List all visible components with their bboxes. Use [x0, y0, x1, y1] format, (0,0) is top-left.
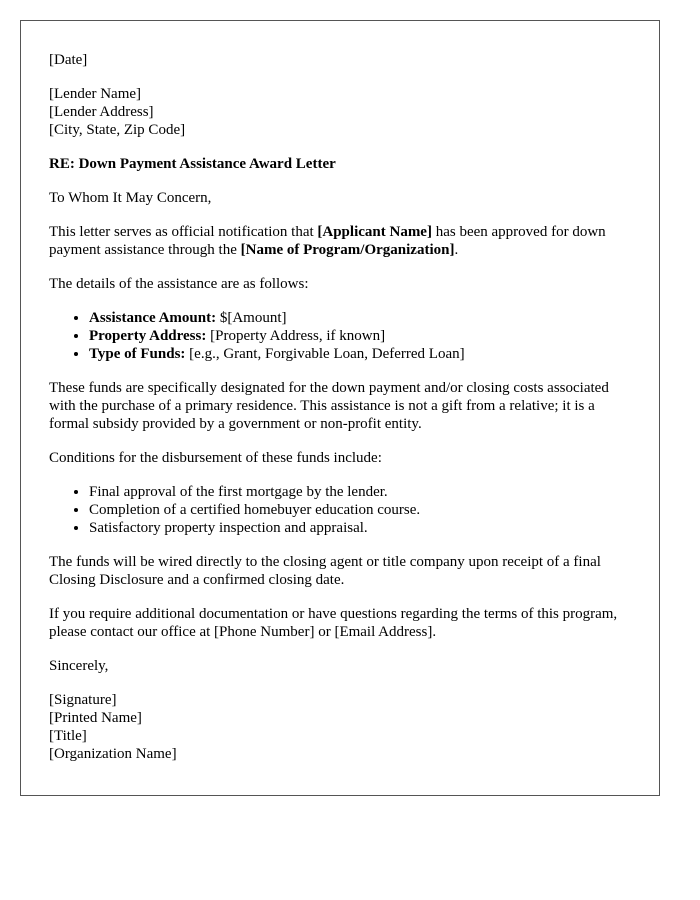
- intro-text-2: has been approved for down payment assistance through the: [49, 224, 606, 258]
- conditions-item: • Satisfactory property inspection and appraisal.: [89, 519, 631, 537]
- purpose-paragraph: These funds are specifically designated for the down payment and/or closing costs associated with the purchase of a primary residence. This assistance is not a gift from a relative; it is a formal subsidy provided by a government or non-profit entity.: [49, 380, 609, 432]
- signature: [Signature]: [49, 692, 117, 708]
- salutation: To Whom It May Concern,: [49, 190, 212, 206]
- wire-paragraph: The funds will be wired directly to the closing agent or title company upon receipt of a final Closing Disclosure and a confirmed closing date.: [49, 554, 601, 588]
- intro-text-3: .: [454, 242, 459, 258]
- details-item-amount: [89, 309, 631, 327]
- conditions-item: • Final approval of the first mortgage by the lender.: [89, 483, 631, 501]
- details-item-property: [89, 327, 631, 345]
- conditions-intro: Conditions for the disbursement of these funds include:: [49, 450, 382, 466]
- details-value: $[Amount]: [216, 310, 287, 326]
- details-label: Assistance Amount:: [89, 310, 217, 326]
- organization-name: [Organization Name]: [49, 746, 177, 762]
- conditions-item: • Completion of a certified homebuyer education course.: [89, 501, 631, 519]
- lender-city-state-zip: [City, State, Zip Code]: [49, 122, 186, 138]
- award-letter: [20, 20, 660, 796]
- subject-text: RE: Down Payment Assistance Award Letter: [49, 156, 336, 172]
- details-label: Type of Funds:: [89, 346, 186, 362]
- closing: Sincerely,: [49, 658, 109, 674]
- details-label: Property Address:: [89, 328, 207, 344]
- intro-paragraph: [49, 223, 631, 259]
- details-item-fund-type: [89, 345, 631, 363]
- signer-title: [Title]: [49, 728, 87, 744]
- lender-name: [Lender Name]: [49, 86, 142, 102]
- conditions-list: [49, 483, 631, 537]
- details-value: [Property Address, if known]: [206, 328, 386, 344]
- subject-line: [49, 155, 631, 173]
- details-value: [e.g., Grant, Forgivable Loan, Deferred Loan]: [185, 346, 465, 362]
- details-intro: The details of the assistance are as follows:: [49, 276, 309, 292]
- program-name: [Name of Program/Organization]: [240, 242, 455, 258]
- printed-name: [Printed Name]: [49, 710, 142, 726]
- intro-text-1: This letter serves as official notification that: [49, 224, 318, 240]
- applicant-name: [Applicant Name]: [317, 224, 432, 240]
- contact-paragraph: If you require additional documentation or have questions regarding the terms of this program, please contact our office at [Phone Number] or [Email Address].: [49, 606, 618, 640]
- signature-block: [49, 691, 631, 763]
- lender-address-block: [49, 85, 631, 139]
- letter-date: [Date]: [49, 52, 88, 68]
- details-list: [49, 309, 631, 363]
- lender-address: [Lender Address]: [49, 104, 154, 120]
